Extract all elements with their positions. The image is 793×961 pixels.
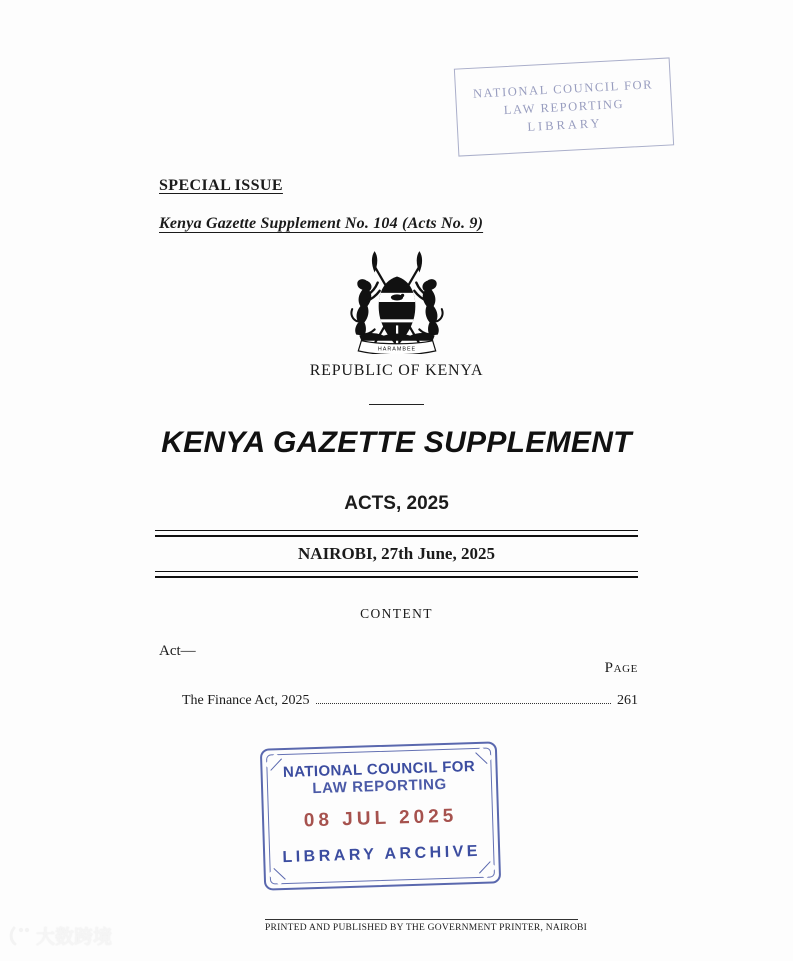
stamp-text-line: NATIONAL COUNCIL FOR: [472, 76, 654, 101]
coat-of-arms-graphic: [341, 250, 453, 354]
act-label: Act—: [159, 643, 196, 659]
gazette-title: KENYA GAZETTE SUPPLEMENT: [161, 426, 632, 459]
lion-right: [414, 279, 442, 335]
watermark-logo-icon: [6, 925, 32, 947]
lion-left: [351, 279, 379, 335]
watermark: [6, 922, 112, 949]
toc-entry: [182, 693, 638, 709]
date-stamp: 08 JUL 2025: [303, 805, 458, 832]
library-archive-stamp: [260, 741, 501, 890]
motto-text: HARAMBEE: [377, 346, 417, 353]
page-column-label: Page: [604, 660, 638, 676]
dot-leader: [316, 703, 611, 704]
watermark-text: 大数跨境: [36, 927, 113, 948]
stamp-text-line: LAW REPORTING: [312, 775, 448, 798]
supplement-number-line: Kenya Gazette Supplement No. 104 (Acts No. 9): [159, 215, 484, 232]
kenya-coat-of-arms: [341, 250, 453, 359]
special-issue-heading: SPECIAL ISSUE: [159, 177, 283, 194]
place-date-line: NAIROBI, 27th June, 2025: [298, 544, 495, 563]
double-rule-bottom: [155, 571, 638, 578]
stamp-text-line: LAW REPORTING: [503, 96, 625, 117]
imprint-text: PRINTED AND PUBLISHED BY THE GOVERNMENT PRINTER, NAIROBI: [265, 923, 588, 933]
toc-entry-page: 261: [617, 693, 638, 708]
republic-line: REPUBLIC OF KENYA: [309, 362, 484, 379]
stamp-text-line: LIBRARY: [527, 115, 603, 134]
ground-shape: [359, 333, 434, 341]
short-divider: [369, 404, 424, 405]
toc-entry-title: The Finance Act, 2025: [182, 693, 310, 708]
stamp-text-line: LIBRARY ARCHIVE: [282, 842, 482, 867]
imprint-footer: [265, 919, 588, 933]
content-heading: CONTENT: [360, 606, 433, 621]
acts-heading: ACTS, 2025: [344, 493, 449, 514]
library-stamp-top: [454, 57, 674, 156]
stamp-text-line: NATIONAL COUNCIL FOR: [282, 758, 476, 782]
double-rule-top: [155, 530, 638, 537]
